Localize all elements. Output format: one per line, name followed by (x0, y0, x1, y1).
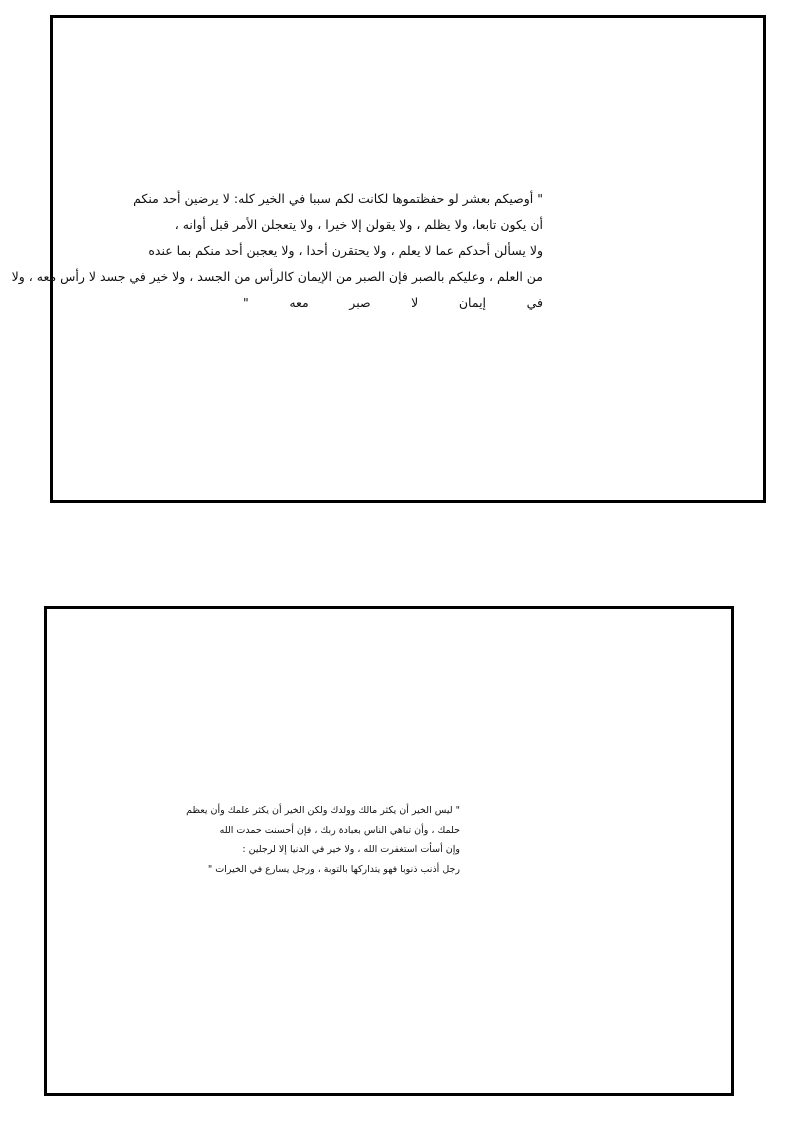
calligraphy-line: وإن أسأت استغفرت الله ، ولا خير في الدنيا إلا لرجلين : (242, 844, 460, 855)
calligraphy-line: أن يكون تابعا، ولا يظلم ، ولا يقولن إلا خيرا ، ولا يتعجلن الأمر قبل أوانه ، (174, 217, 543, 232)
calligraphy-text-block (186, 801, 460, 879)
calligraphy-text-block (11, 186, 543, 316)
calligraphy-line: " ليس الخير أن يكثر مالك وولدك ولكن الخير أن يكثر علمك وأن يعظم (186, 805, 460, 816)
calligraphy-line: ولا يسألن أحدكم عما لا يعلم ، ولا يحتقرن أحدا ، ولا يعجبن أحد منكم بما عنده (148, 243, 543, 258)
calligraphy-line: " أوصيكم بعشر لو حفظتموها لكانت لكم سببا في الخير كله: لا يرضين أحد منكم (133, 191, 543, 206)
calligraphy-line: في إيمان لا صبر معه " (243, 295, 543, 310)
calligraphy-line: من العلم ، وعليكم بالصبر فإن الصبر من الإيمان كالرأس من الجسد ، ولا خير في جسد لا رأس معه ، ولا (11, 269, 543, 284)
calligraphy-line: رجل أذنب ذنوبا فهو يتداركها بالتوبة ، ورجل يسارع في الخيرات " (207, 863, 460, 875)
calligraphy-panel-top (11, 15, 766, 503)
calligraphy-line: حلمك ، وأن تباهي الناس بعبادة ربك ، فإن أحسنت حمدت الله (219, 824, 460, 836)
calligraphy-panel-bottom (44, 606, 734, 1096)
